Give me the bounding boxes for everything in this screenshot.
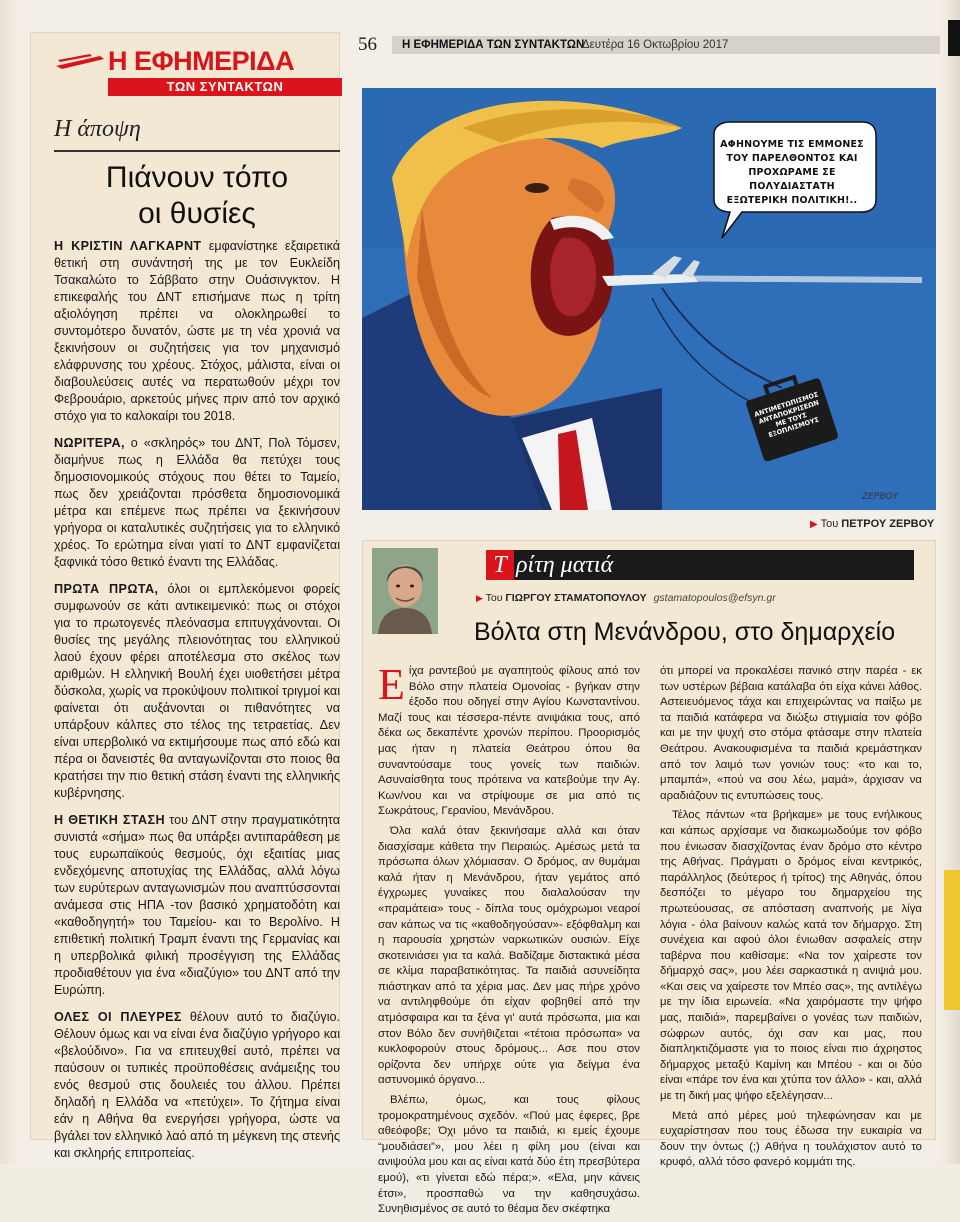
header-date: Δευτέρα 16 Οκτωβρίου 2017 [582, 39, 729, 51]
column-paragraph [378, 660, 640, 820]
byline [476, 592, 776, 604]
cartoon-credit [810, 518, 934, 530]
opinion-paragraph [54, 581, 340, 802]
column-paragraph: Όλα καλά όταν ξεκινήσαμε αλλά και όταν διασχίσαμε κάθετα την Πειραιώς. Αμέσως μετά τα πρόσωπα όλων χλόμιασαν. Ο δρόμος, αν θυμάμαι καλά ήταν η Μενάνδρου, ήταν γεμάτος από έγχρωμες γυναίκες που διαλαλούσαν την «πραμάτεια» τους - δίπλα τους ομόχρωμοι νεαροί σαν κάπως να τις «καθοδηγούσαν»- εξόφθαλμη και η παρουσία χρηστών ναρκωτικών ουσιών. Είχε σκοτεινιάσει για τα καλά. Βαδίζαμε διστακτικά μέσα σε κλίμα παραβατικότητας. Τα παιδιά ασυνείδητα πιάστηκαν από τα χέρια μας. Δεν μας πήρε χρόνο να αντιληφθούμε ότι είχαν φοβηθεί από την ατμόσφαιρα και τα ξένα γι' αυτά πρόσωπα, μια και στον Βόλο δεν συνήθιζεται «τέτοια πρόσωπα» να κυκλοφορούν στους δρόμους... Ασε που στον ορίζοντα δεν υπήρχε ούτε για δείγμα ένα αστυνομικό όργανο... [378, 824, 640, 1087]
dropcap: Ε [378, 660, 405, 709]
masthead-title: Η ΕΦΗΜΕΡΙΔΑ [108, 46, 295, 76]
briefcase-label: ΑΝΤΙΜΕΤΩΠΙΣΜΟΣ ΑΝΤΑΠΟΚΡΙΣΕΩΝ ΜΕ ΤΟΥΣ ΕΞΟΠΛΙΣΜΟΥΣ [753, 390, 820, 440]
column-box [362, 540, 936, 1216]
paragraph-text: όλοι οι εμπλεκόμενοι φορείς συμφωνούν σε κάτι αντικειμενικό: πως οι στόχοι για το πρωτογενές πλεόνασμα επιτυγχάνονται. Οι θυσίες της μεγάλης πλειονότητας του ελληνικού λαού έχουν φέρει αποτέλεσμα στο σκέλος των αριθμών. Η ελληνική Βουλή έχει υιοθετήσει μέτρα δύσκολα, χωρίς να προκύψουν πολιτικοί τριγμοί και φαίνεται ότι αυξάνονται οι πιθανότητες να υπάρξουν κάλπες στο τέλος της τετραετίας. Δεν είναι υπερβολικό να εκτιμήσουμε πως από εδώ και πέρα οι δανειστές θα ανταγωνίζονται στο ποιος θα κρατήσει την πιο θετική στάση έναντι της ελληνικής κυβέρνησης. [54, 582, 340, 800]
opinion-paragraph [54, 435, 340, 571]
opinion-headline [54, 160, 340, 232]
edge-marker [948, 20, 960, 56]
column-label: ρίτη ματιά [516, 552, 614, 578]
paragraph-lead: ΠΡΩΤΑ ΠΡΩΤΑ, [54, 582, 159, 596]
byline-prefix: Του [485, 592, 503, 604]
paragraph-text: ίχα ραντεβού με αγαπητούς φίλους από τον Βόλο στην πλατεία Ομονοίας - βγήκαν στην έξοδο που οδηγεί στην Αγίου Κωνσταντίνου. Μαζί τους και τέσσερα-πέντε ανιψάκια τους, από δέκα ως δεκαπέντε χρονών περίπου. Προορισμός μας ήταν η πλατεία Θεάτρου όπου θα συναντούσαμε τους γονείς των παιδιών. Ασυναίσθητα τους πρότεινα να κατεβούμε την Αγ. Κων/νου και να στρίψουμε σε μια από τις Σωκράτους, Γερανίου, Μενάνδρου. [378, 665, 640, 818]
opinion-paragraph [54, 1009, 340, 1162]
newspaper-masthead [54, 46, 342, 96]
author-portrait [372, 548, 438, 634]
opinion-column [30, 32, 340, 1160]
paragraph-text: εμφανίστηκε εξαιρετικά θετική στη συνάντησή της με τον Ευκλείδη Τσακαλώτο το Σάββατο στην Ουάσινγκτον. Η επικεφαλής του ΔΝΤ επισήμανε πως η τρίτη αξιολόγηση πρέπει να ολοκληρωθεί το συντομότερο δυνατόν, ώστε με τη νέα χρονιά να ξεκινήσουν οι συζητήσεις για τον μηχανισμό ελάφρυνσης του χρέους. Στόχος, μάλιστα, είναι οι διαβουλεύσεις αυτές να περατωθούν μέχρι τον Φεβρουάριο, αρκετούς μήνες πριν από τον αρχικό στόχο για το καλοκαίρι του 2018. [54, 239, 340, 423]
column-paragraph: Βλέπω, όμως, και τους φίλους τρομοκρατημένους σχεδόν. «Πού μας έφερες, βρε αθεόφοβε; Όχι μόνο τα παιδιά, κι εμείς έχουμε “μουδιάσει”», μου λέει η φίλη μου (είναι και ανιψούλα μου και ας είναι κατά δύο έτη πρεσβύτερα εμού), «τι γίνεται εδώ πέρα;». «Ελα, μην κάνεις έτσι», προσπαθώ να την καθησυχάσω. Συνηθισμένος σε αυτό το θέαμα δεν σκέφτηκα [378, 1094, 640, 1216]
political-cartoon [362, 88, 936, 510]
paragraph-text: θέλουν αυτό το διαζύγιο. Θέλουν όμως και να είναι ένα διαζύγιο γρήγορο και «βελούδινο». Για να επιτευχθεί αυτό, πρέπει να παύσουν οι τυπικές προϋποθέσεις ανάμειξης του ενός θεσμού στις δουλειές του άλλου. Πρέπει δηλαδή η Ελλάδα να «πετύχει». Το ζήτημα είναι εάν η Αθήνα θα ενεργήσει γρήγορα, ώστε να βγάλει τον ελληνικό λαό από τη μέγκενη της στενής και σκληρής επιτροπείας. [54, 1010, 340, 1160]
opinion-paragraph [54, 238, 340, 425]
column-paragraph: Μετά από μέρες μού τηλεφώνησαν και με ευχαρίστησαν που τους έδωσα την ευκαιρία να δουν την όντως (;) Αθήνα η τουλάχιστον αυτό το κρυφό, αλλά τόσο φανερό κομμάτι της. [660, 1109, 922, 1169]
speech-bubble-text: ΑΦΗΝΟΥΜΕ ΤΙΣ ΕΜΜΟΝΕΣ ΤΟΥ ΠΑΡΕΛΘΟΝΤΟΣ ΚΑΙ ΠΡΟΧΩΡΑΜΕ ΣΕ ΠΟΛΥΔΙΑΣΤΑΤΗ ΕΞΩΤΕΡΙΚΗ ΠΟΛΙΤΙΚΗ!.. [720, 139, 864, 206]
paragraph-lead: ΝΩΡΙΤΕΡΑ, [54, 436, 125, 450]
paragraph-lead: ΟΛΕΣ ΟΙ ΠΛΕΥΡΕΣ [54, 1010, 182, 1024]
triangle-bullet-icon: ▶ [476, 593, 483, 603]
margin-tab [944, 870, 960, 1010]
page-number: 56 [358, 34, 377, 55]
column-headline: Βόλτα στη Μενάνδρου, στο δημαρχείο [474, 618, 896, 646]
section-label: Η άποψη [54, 112, 340, 152]
column-text-right [660, 664, 922, 1175]
opinion-headline-line2: οι θυσίες [138, 197, 256, 230]
paragraph-text: του ΔΝΤ στην πραγματικότητα συνιστά «σήμα» πως θα υπάρξει αντιπαράθεση με τους ευρωπαϊκούς θεσμούς, όχι εξαιτίας μιας ενδεχόμενης αποτυχίας της Ελλάδας, αλλά λόγω των ευρύτερων ανταγωνισμών που αναπτύσσονται ανάμεσα στις ΗΠΑ -τον βασικό χρηματοδότη και «καθοδηγητή» του Ταμείου- και το Βερολίνο. Η επιθετική πολιτική Τραμπ έναντι της Γερμανίας και η υπερβολικά φιλική προσέγγιση της Ελλάδας προδιαθέτουν για ένα «διαζύγιο» του ΔΝΤ από την Ευρώπη. [54, 813, 340, 997]
opinion-paragraph [54, 812, 340, 999]
column-paragraph: ότι μπορεί να προκαλέσει πανικό στην παρέα - εκ των υστέρων βέβαια κατάλαβα ότι είχα κάνει λάθος. Αστειευόμενος τάχα και επιχειρώντας να παίξω με τα παιδιά κατάφερα να διώξω στιγμιαία τον φόβο και με την ψυχή στο στόμα φτάσαμε στην πλατεία Θεάτρου. Ανακουφισμένα τα παιδιά κρεμάστηκαν από τον λαιμό των γονιών τους: «το και το, μπαμπά», «πού να σου λέω, μαμά», άρχισαν να αραδιάζουν τις εντυπώσεις τους. [660, 665, 922, 802]
paragraph-text: ο «σκληρός» του ΔΝΤ, Πολ Τόμσεν, διαμήνυε πως η Ελλάδα θα πετύχει τους δημοσιονομικούς στόχους που θέτει το Ταμείο, πως δεν χρειάζονται πρόσθετα δημοσιονομικά μέτρα και επέμενε πως πρέπει να ξεκινήσουν γρήγορα οι καταλυτικές συζητήσεις για το ελληνικό χρέος. Το ερώτημα είναι γιατί το ΔΝΤ εμφανίζεται ξαφνικά τόσο θετικό έναντι της Ελλάδας. [54, 436, 340, 569]
cartoonist-signature: ΖΕΡΒΟΥ [862, 492, 899, 502]
opinion-body [54, 238, 340, 1172]
paragraph-lead: Η ΚΡΙΣΤΙΝ ΛΑΓΚΑΡΝΤ [54, 239, 202, 253]
credit-name: ΠΕΤΡΟΥ ΖΕΡΒΟΥ [841, 518, 935, 530]
page-header [358, 34, 940, 56]
column-body [378, 660, 926, 1216]
opinion-headline-line1: Πιάνουν τόπο [105, 161, 289, 194]
column-text-left [378, 660, 640, 1222]
header-paper-name: Η ΕΦΗΜΕΡΙΔΑ ΤΩΝ ΣΥΝΤΑΚΤΩΝ [402, 39, 585, 51]
column-paragraph: Τέλος πάντων «τα βρήκαμε» με τους ενήλικους και κάπως αρχίσαμε να διακωμωδούμε τον φόβο που ένιωσαν διασχίζοντας έναν δρόμο στο κέντρο της Αθήνας. Πράγματι ο δρόμος είναι κεντρικός, παράλληλος (δεύτερος ή τρίτος) της Αθηνάς, όπου δεσπόζει το μέγαρο του δημαρχείου της πρωτεύουσας, σε απόσταση αναπνοής με λίγα λόγια - όλα βαίνουν καλώς κατά τον δήμαρχο. Στη συνέχεια και αφού όλοι ένιωθαν ασφαλείς στην ταβέρνα που καθίσαμε: «Να τον χαίρεστε τον δήμαρχό σας», μου λέει σαρκαστικά η ανιψιά μου. «Και σεις να χαίρεστε τον Μπέο σας», της αντιλέγω με την ίδια ειρωνεία. «Να χαιρόμαστε την ψήφο μας, παιδιά», παρεμβαίνει ο γονέας των παιδιών, σώφρων αυτός, όχι σαν και μας, που διαπληκτιζόμαστε για το ποιος είναι πιο άχρηστος δήμαρχος μεταξύ Καμίνη και Μπέου - και οι δύο είναι «πάρε τον ένα και χτύπα τον άλλο» - και, αλλά με τη δική μας ψήφο εξελέγησαν... [660, 809, 922, 1103]
triangle-bullet-icon: ▶ [810, 519, 818, 530]
column-label-initial: Τ [486, 550, 514, 580]
paragraph-lead: Η ΘΕΤΙΚΗ ΣΤΑΣΗ [54, 813, 165, 827]
credit-prefix: Του [820, 518, 839, 530]
byline-author: ΓΙΩΡΓΟΥ ΣΤΑΜΑΤΟΠΟΥΛΟΥ [505, 592, 647, 604]
author-email: gstamatopoulos@efsyn.gr [653, 592, 776, 604]
masthead-subtitle: ΤΩΝ ΣΥΝΤΑΚΤΩΝ [108, 78, 342, 96]
